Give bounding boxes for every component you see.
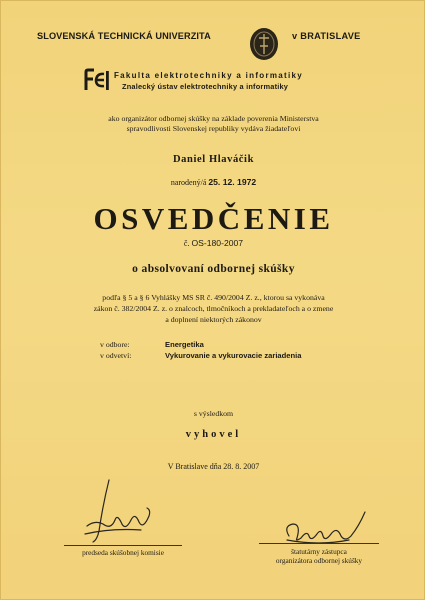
- intro-line: spravodlivosti Slovenskej republiky vydáva žiadateľovi: [126, 124, 301, 133]
- right-signature-line: [259, 543, 379, 544]
- intro-text: [61, 114, 366, 134]
- committee-chair-signature: [81, 476, 171, 546]
- statutory-representative-signature: [279, 506, 371, 548]
- field-label: v odbore:: [100, 340, 130, 349]
- university-seal-icon: [248, 26, 280, 62]
- branch-label: v odvetví:: [100, 351, 132, 360]
- left-signature-line: [64, 545, 182, 546]
- branch-value: Vykurovanie a vykurovacie zariadenia: [165, 351, 302, 360]
- intro-line: ako organizátor odbornej skúšky na základe poverenia Ministerstva: [108, 114, 319, 123]
- birth-date-line: [1, 177, 425, 187]
- legal-line: a doplnení niektorých zákonov: [165, 315, 262, 324]
- university-name: SLOVENSKÁ TECHNICKÁ UNIVERZITA: [37, 31, 211, 41]
- statutory-representative-caption: [241, 547, 397, 565]
- result-label: s výsledkom: [193, 409, 234, 418]
- certificate-number-prefix: č.: [183, 239, 190, 248]
- holder-name: Daniel Hlaváčik: [172, 154, 255, 165]
- fei-logo-icon: [84, 68, 110, 92]
- field-value: Energetika: [165, 340, 204, 349]
- birth-date-value: 25. 12. 1972: [208, 177, 257, 187]
- certificate-heading: o absolvovaní odbornej skúšky: [132, 263, 295, 275]
- birth-date-label: narodený/á: [170, 178, 207, 187]
- place-and-date: V Bratislave dňa 28. 8. 2007: [167, 462, 260, 471]
- result-value: vyhovel: [185, 429, 242, 440]
- legal-basis: [56, 292, 371, 325]
- certificate-title: OSVEDČENIE: [93, 201, 334, 236]
- certificate-number: OS-180-2007: [191, 238, 244, 248]
- caption-line: štatutárny zástupca: [291, 547, 347, 556]
- legal-line: podľa § 5 a § 6 Vyhlášky MS SR č. 490/2004 Z. z., ktorou sa vykonáva: [102, 293, 325, 302]
- certificate-number-line: [1, 238, 425, 248]
- institute-name: Znalecký ústav elektrotechniky a informatiky: [122, 82, 289, 91]
- caption-line: organizátora odbornej skúšky: [275, 556, 363, 565]
- faculty-name: Fakulta elektrotechniky a informatiky: [114, 71, 304, 80]
- university-city: v BRATISLAVE: [292, 31, 361, 41]
- committee-chair-caption: predseda skúšobnej komisie: [82, 548, 164, 557]
- legal-line: zákon č. 382/2004 Z. z. o znalcoch, tlmočníkoch a prekladateľoch a o zmene: [93, 304, 334, 313]
